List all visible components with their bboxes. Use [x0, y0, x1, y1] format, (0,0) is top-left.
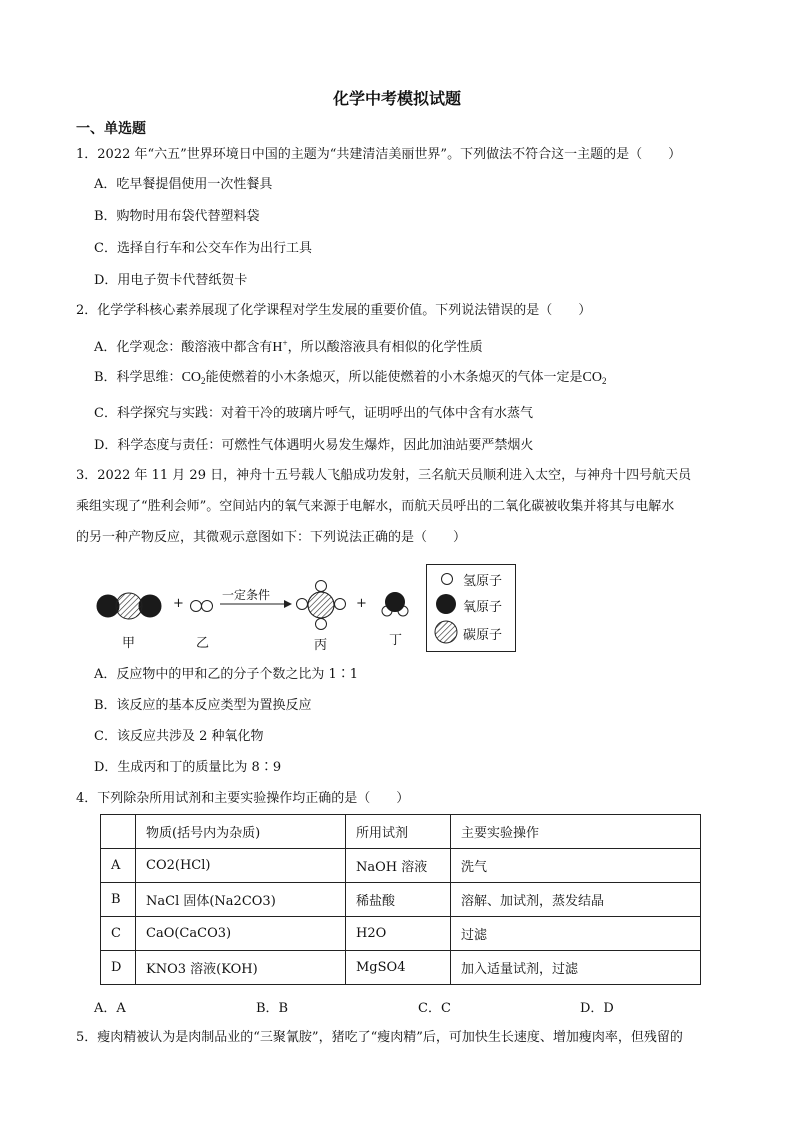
table-cell: B — [101, 883, 136, 917]
question-3-line-3: 的另一种产物反应，其微观示意图如下：下列说法正确的是（ ） — [76, 530, 467, 545]
ion-charge: + — [282, 338, 288, 348]
question-3-line-1: 3．2022 年 11 月 29 日，神舟十五号载人飞船成功发射，三名航天员顺利进入太空，与神舟十四号航天员 — [76, 468, 692, 483]
table-header-cell — [101, 815, 136, 849]
question-3-option-d: D．生成丙和丁的质量比为 8∶9 — [94, 760, 282, 775]
table-cell: H2O — [346, 917, 451, 951]
label-yi: 乙 — [196, 636, 210, 651]
option-b-middle: 能使燃着的小木条熄灭，所以能使燃着的小木条熄灭的气体一定是 — [205, 370, 583, 385]
legend-hydrogen: 氢原子 — [463, 574, 503, 589]
table-cell: NaOH 溶液 — [346, 849, 451, 883]
table-cell: NaCl 固体(Na2CO3) — [136, 883, 346, 917]
question-3-option-c: C．该反应共涉及 2 种氧化物 — [94, 729, 264, 744]
option-a-prefix: A．化学观念：酸溶液中都含有 — [94, 340, 273, 355]
question-4-answer-a: A．A — [94, 1001, 126, 1016]
page-title: 化学中考模拟试题 — [332, 89, 461, 108]
option-a-suffix: ，所以酸溶液具有相似的化学性质 — [287, 340, 483, 355]
question-2-stem: 2．化学学科核心素养展现了化学课程对学生发展的重要价值。下列说法错误的是（ ） — [76, 303, 592, 318]
question-4-stem: 4．下列除杂所用试剂和主要实验操作均正确的是（ ） — [76, 791, 410, 806]
molecule-jia-icon — [97, 593, 161, 619]
table-cell: CO2(HCl) — [136, 849, 346, 883]
table-cell: 溶解、加试剂，蒸发结晶 — [451, 883, 701, 917]
table-header-cell: 物质(括号内为杂质) — [136, 815, 346, 849]
question-5-stem: 5．瘦肉精被认为是肉制品业的“三聚氰胺”，猪吃了“瘦肉精”后，可加快生长速度、增加瘦肉率，但残留的 — [76, 1030, 683, 1045]
formula-symbol: CO — [582, 370, 602, 385]
question-4-answer-b: B．B — [256, 1001, 289, 1016]
reaction-condition: 一定条件 — [222, 588, 271, 602]
question-1-option-a: A．吃早餐提倡使用一次性餐具 — [94, 177, 273, 192]
table-cell: 洗气 — [451, 849, 701, 883]
table-cell: 加入适量试剂，过滤 — [451, 951, 701, 985]
table-cell: 过滤 — [451, 917, 701, 951]
question-3-option-b: B．该反应的基本反应类型为置换反应 — [94, 698, 312, 713]
question-1-option-c: C．选择自行车和公交车作为出行工具 — [94, 241, 312, 256]
question-3-line-2: 乘组实现了“胜利会师”。空间站内的氧气来源于电解水，而航天员呼出的二氧化碳被收集并将其与电解水 — [76, 499, 675, 514]
table-header-cell: 主要实验操作 — [451, 815, 701, 849]
molecule-ding-icon — [382, 593, 408, 617]
legend-carbon: 碳原子 — [463, 628, 503, 643]
option-b-prefix: B．科学思维： — [94, 370, 182, 385]
question-1-option-b: B．购物时用布袋代替塑料袋 — [94, 209, 260, 224]
table-row — [101, 883, 701, 917]
section-heading: 一、单选题 — [76, 121, 146, 137]
label-ding: 丁 — [389, 633, 403, 648]
formula-subscript: 2 — [601, 376, 607, 386]
label-jia: 甲 — [122, 636, 136, 651]
table-row — [101, 917, 701, 951]
ion-symbol: H — [272, 340, 283, 355]
table-row — [101, 951, 701, 985]
label-bing: 丙 — [314, 638, 328, 653]
table-cell: MgSO4 — [346, 951, 451, 985]
table-header-cell: 所用试剂 — [346, 815, 451, 849]
question-2-option-d: D．科学态度与责任：可燃性气体遇明火易发生爆炸，因此加油站要严禁烟火 — [94, 438, 534, 453]
table-row — [101, 849, 701, 883]
question-1-option-d: D．用电子贺卡代替纸贺卡 — [94, 273, 248, 288]
question-4-answer-c: C．C — [418, 1001, 451, 1016]
molecule-yi-icon — [191, 601, 213, 612]
plus-sign-1: + — [173, 596, 184, 611]
legend-oxygen: 氧原子 — [463, 600, 503, 615]
formula-symbol: CO — [181, 370, 202, 385]
molecule-bing-icon — [297, 581, 346, 630]
question-4-answer-d: D．D — [580, 1001, 614, 1016]
question-2-option-c: C．科学探究与实践：对着干冷的玻璃片呼气，证明呼出的气体中含有水蒸气 — [94, 406, 533, 421]
formula-subscript: 2 — [201, 376, 206, 386]
plus-sign-2: + — [356, 596, 367, 611]
table-cell: C — [101, 917, 136, 951]
table-header-row — [101, 815, 701, 849]
table-cell: D — [101, 951, 136, 985]
question-1-stem: 1．2022 年“六五”世界环境日中国的主题为“共建清洁美丽世界”。下列做法不符合这一主题的是（ ） — [76, 147, 682, 162]
table-cell: A — [101, 849, 136, 883]
question-3-option-a: A．反应物中的甲和乙的分子个数之比为 1∶1 — [94, 667, 359, 682]
purification-table — [100, 814, 701, 985]
table-cell: CaO(CaCO3) — [136, 917, 346, 951]
table-cell: 稀盐酸 — [346, 883, 451, 917]
table-cell: KNO3 溶液(KOH) — [136, 951, 346, 985]
